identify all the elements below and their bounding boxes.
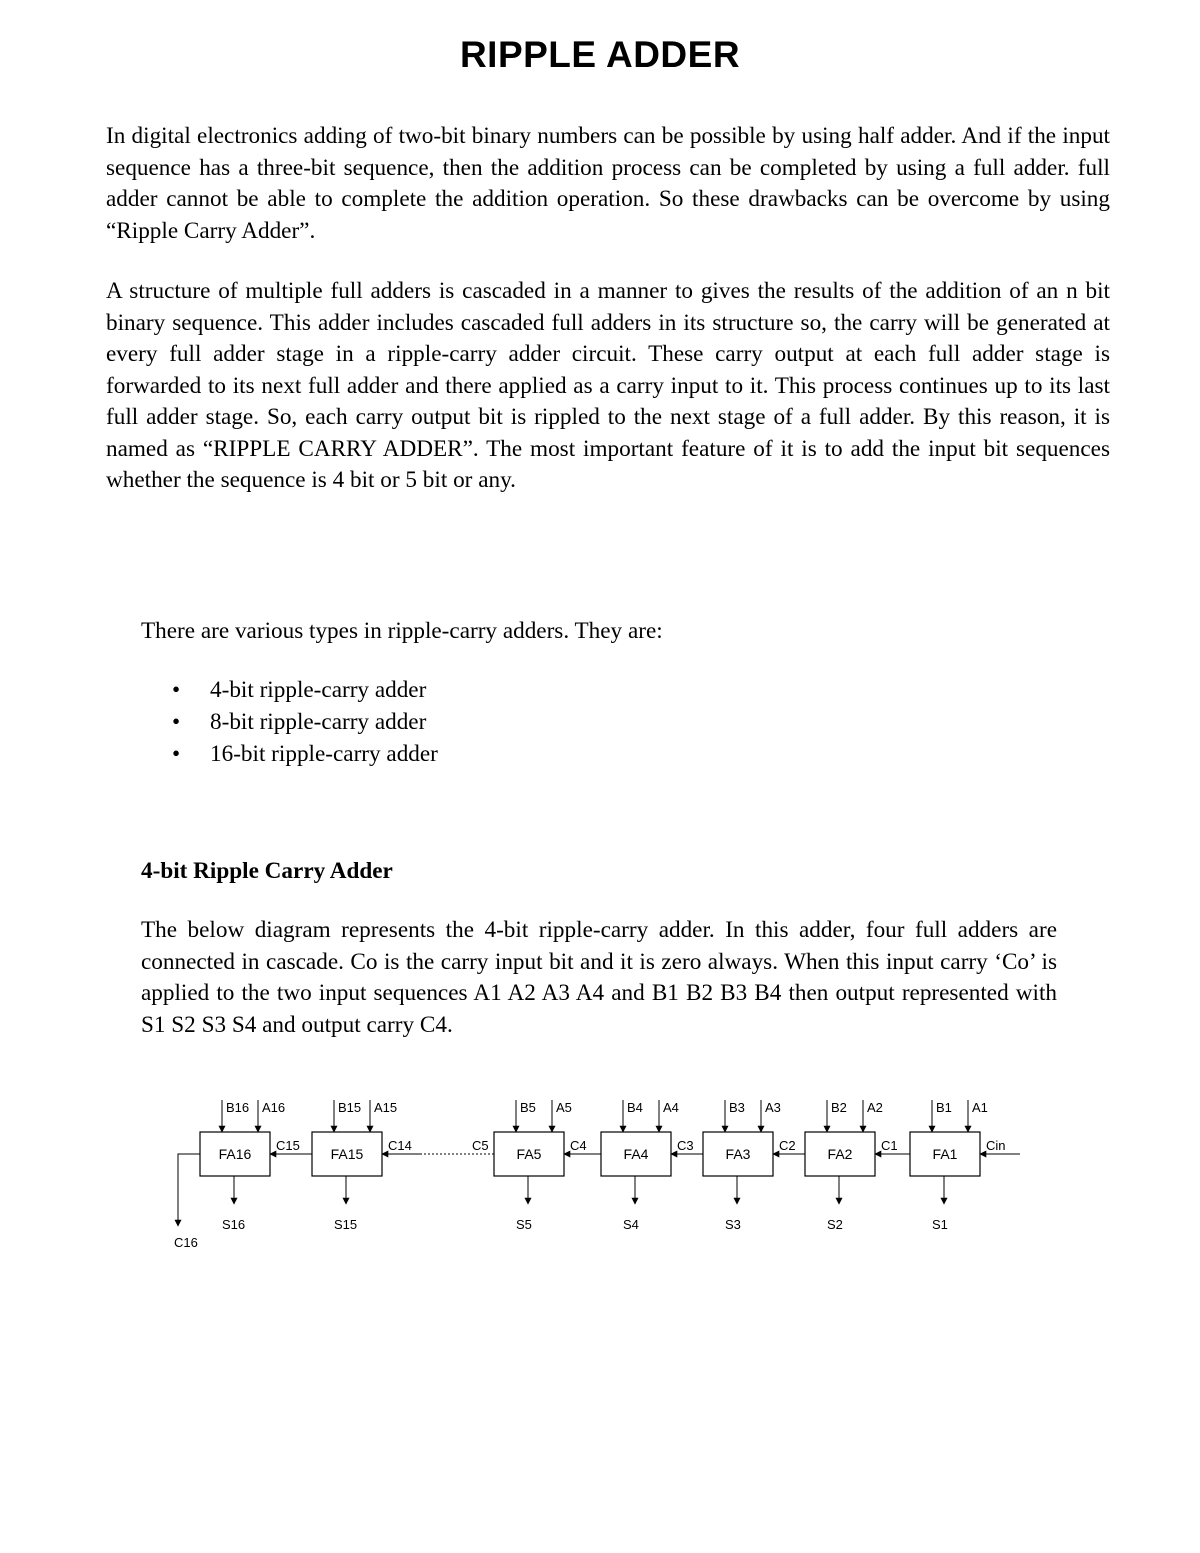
- a-input-label: A4: [663, 1100, 679, 1115]
- carry-label: C2: [779, 1138, 796, 1153]
- b-input-label: B4: [627, 1100, 643, 1115]
- carry-label: C1: [881, 1138, 898, 1153]
- full-adder-label: FA1: [932, 1146, 958, 1162]
- bullet-icon: •: [172, 677, 181, 703]
- ripple-adder-diagram: [160, 1092, 1040, 1262]
- carry-label: C3: [677, 1138, 694, 1153]
- full-adder-label: FA4: [623, 1146, 649, 1162]
- bullet-icon: •: [172, 741, 181, 767]
- carry-label: C4: [570, 1138, 587, 1153]
- full-adder-label: FA16: [218, 1146, 252, 1162]
- a-input-label: A2: [867, 1100, 883, 1115]
- b-input-label: B15: [338, 1100, 362, 1115]
- bullet-icon: •: [172, 709, 181, 735]
- b-input-label: B2: [831, 1100, 847, 1115]
- sum-output-label: S4: [623, 1217, 639, 1232]
- a-input-label: A5: [556, 1100, 572, 1115]
- sum-output-label: S1: [932, 1217, 948, 1232]
- sum-output-label: S2: [827, 1217, 843, 1232]
- list-item: • 4-bit ripple-carry adder: [141, 674, 438, 706]
- page-title: RIPPLE ADDER: [459, 34, 741, 75]
- b-input-label: B5: [520, 1100, 536, 1115]
- section-paragraph: The below diagram represents the 4-bit ripple-carry adder. In this adder, four full adders are connected in cascade. Co is the carry input bit and it is zero always. When this input carry ‘Co’ is applied to the two input sequences A1 A2 A3 A4 and B1 B2 B3 B4 then output represented with S1 S2 S3 S4 and output carry C4.: [141, 917, 1057, 1038]
- sum-output-label: S15: [334, 1217, 358, 1232]
- carry-label: C14: [388, 1138, 412, 1153]
- b-input-label: B3: [729, 1100, 745, 1115]
- carry-label: C5: [472, 1138, 489, 1153]
- list-item: • 16-bit ripple-carry adder: [141, 738, 438, 770]
- carry-label: Cin: [986, 1138, 1006, 1153]
- a-input-label: A1: [972, 1100, 988, 1115]
- paragraph-structure: A structure of multiple full adders is cascaded in a manner to gives the results of the addition of an n bit binary sequence. This adder includes cascaded full adders in its structure so, the carry will be generated at every full adder stage in a ripple-carry adder circuit. These carry output at each full adder stage is forwarded to its next full adder and there applied as a carry input to it. This process continues up to its last full adder stage. So, each carry output bit is rippled to the next stage of a full adder. By this reason, it is named as “RIPPLE CARRY ADDER”. The most important feature of it is to add the input bit sequences whether the sequence is 4 bit or 5 bit or any.: [106, 278, 1110, 493]
- full-adder-label: FA15: [330, 1146, 364, 1162]
- carry-out-label: C16: [174, 1235, 198, 1250]
- section-heading: 4-bit Ripple Carry Adder: [141, 858, 393, 884]
- paragraph-intro: In digital electronics adding of two-bit binary numbers can be possible by using half adder. And if the input sequence has a three-bit sequence, then the addition process can be completed by using a full adder. full adder cannot be able to complete the addition operation. So these drawbacks can be overcome by using “Ripple Carry Adder”.: [106, 123, 1110, 244]
- a-input-label: A16: [262, 1100, 286, 1115]
- list-item: • 8-bit ripple-carry adder: [141, 706, 438, 738]
- carry-label: C15: [276, 1138, 300, 1153]
- full-adder-label: FA2: [827, 1146, 853, 1162]
- types-list: [141, 674, 438, 770]
- a-input-label: A15: [374, 1100, 398, 1115]
- sum-output-label: S16: [222, 1217, 246, 1232]
- full-adder-label: FA5: [516, 1146, 542, 1162]
- b-input-label: B1: [936, 1100, 952, 1115]
- b-input-label: B16: [226, 1100, 250, 1115]
- a-input-label: A3: [765, 1100, 781, 1115]
- sum-output-label: S3: [725, 1217, 741, 1232]
- carry-out-arrow: [178, 1154, 200, 1226]
- full-adder-label: FA3: [725, 1146, 751, 1162]
- sum-output-label: S5: [516, 1217, 532, 1232]
- types-intro: There are various types in ripple-carry adders. They are:: [141, 618, 663, 644]
